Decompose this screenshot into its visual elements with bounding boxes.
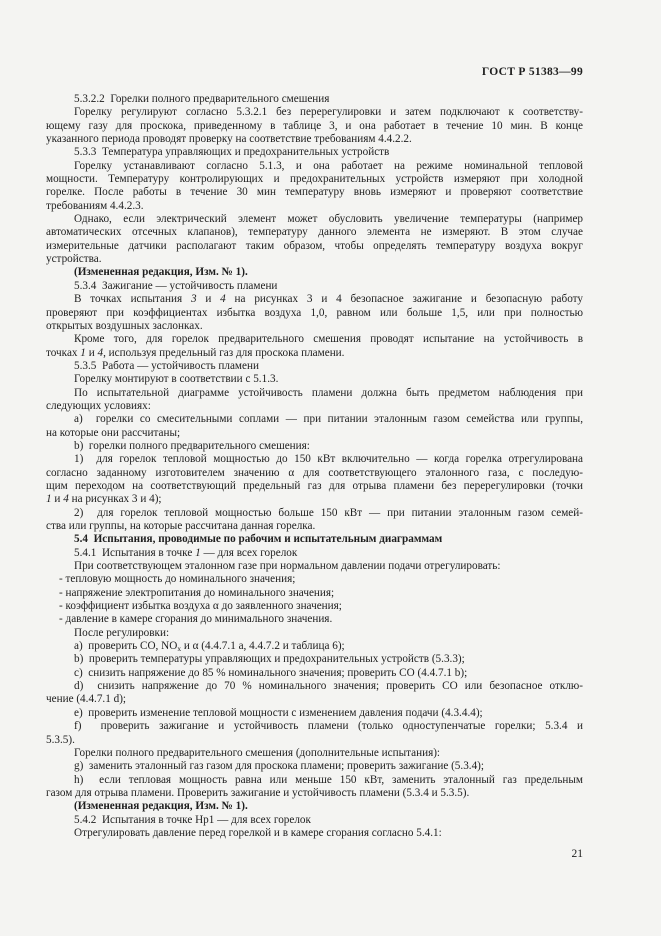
text-line: Однако, если электрический элемент может обусловить увеличение температуры (например xyxy=(74,213,583,226)
text-line: 5.4.2 Испытания в точке Hp1 — для всех горелок xyxy=(74,813,311,826)
text-line: 1) для горелок тепловой мощностью до 150 кВт включительно — когда горелка отрегулирована xyxy=(74,453,583,466)
text-line: ющему газу для проскока, приведенному в таблице 3, и она работает в течение 10 мин. В конце xyxy=(46,119,583,132)
text-line: - коэффициент избытка воздуха α до заявленного значения; xyxy=(59,600,342,613)
text-line: автоматических отсечных клапанов), температуру данного элемента не измеряют. В этом случае xyxy=(46,226,583,239)
text-line: f) проверить зажигание и устойчивость пламени (только одноступенчатые горелки; 5.3.4 и xyxy=(74,720,583,733)
text-line: 5.3.5 Работа — устойчивость пламени xyxy=(74,359,259,372)
text-line: По испытательной диаграмме устойчивость пламени должна быть предметом наблюдения при xyxy=(74,386,583,399)
text-line: - напряжение электропитания до номинального значения; xyxy=(59,586,335,599)
text-line: точках 1 и 4, используя предельный газ для проскока пламени. xyxy=(46,346,345,359)
text-line: c) снизить напряжение до 85 % номинального значения; проверить CO (4.4.7.1 b); xyxy=(74,666,468,679)
text-line: 2) для горелок тепловой мощностью больше 150 кВт — при питании эталонным газом семей- xyxy=(74,506,583,519)
text-line: мощности. Температуру контролирующих и предохранительных устройств измеряют при холодной xyxy=(46,173,583,186)
text-line: на которые они рассчитаны; xyxy=(46,426,181,439)
text-line: следующих условиях: xyxy=(46,399,151,412)
text-line: а) горелки со смесительными соплами — при питании эталонным газом семейства или группы, xyxy=(74,413,583,426)
text-line: b) горелки полного предварительного смешения: xyxy=(74,439,310,452)
bold-text-line: 5.4 Испытания, проводимые по рабочим и испытательным диаграммам xyxy=(74,533,443,546)
text-line: d) снизить напряжение до 70 % номинального значения; проверить CO или безопасное отклю- xyxy=(74,680,583,693)
text-line: щим переходом на соответствующий предельный газ для отрыва пламени без перерегулировки (точки xyxy=(46,479,583,492)
text-line: проверяют при коэффициентах избытка воздуха 1,0, равном или больше 1,5, или при полностью xyxy=(46,306,583,319)
document-body xyxy=(46,93,583,840)
text-line: устройства. xyxy=(46,253,102,266)
page-number: 21 xyxy=(571,848,583,860)
text-line: a) проверить CO, NOx и α (4.4.7.1 a, 4.4.7.2 и таблица 6); xyxy=(74,640,345,654)
text-line: Горелку монтируют в соответствии с 5.1.3. xyxy=(74,373,279,386)
text-line: В точках испытания 3 и 4 на рисунках 3 и 4 безопасное зажигание и безопасную работу xyxy=(74,293,583,306)
text-line: 5.3.4 Зажигание — устойчивость пламени xyxy=(74,279,278,292)
text-line: Кроме того, для горелок предварительного смешения проводят испытание на устойчивость в xyxy=(74,333,583,346)
text-line: газом для отрыва пламени. Проверить зажигание и устойчивость пламени (5.3.4 и 5.3.5). xyxy=(46,786,470,799)
bold-text-line: (Измененная редакция, Изм. № 1). xyxy=(74,800,248,813)
text-line: измерительные датчики располагают таким образом, чтобы определять температуру воздуха вокруг xyxy=(46,239,583,252)
text-line: согласно заданному изготовителем значению α для соответствующего эталонного газа, с последую- xyxy=(46,466,583,479)
text-line: Отрегулировать давление перед горелкой и в камере сгорания согласно 5.4.1: xyxy=(74,826,442,839)
text-line: Горелки полного предварительного смешения (дополнительные испытания): xyxy=(74,746,441,759)
text-line: h) если тепловая мощность равна или меньше 150 кВт, заменить эталонный газ предельным xyxy=(74,773,583,786)
text-line: 5.4.1 Испытания в точке 1 — для всех горелок xyxy=(74,546,298,559)
text-line: При соответствующем эталонном газе при нормальном давлении подачи отрегулировать: xyxy=(74,560,501,573)
text-line: Горелку устанавливают согласно 5.1.3, и она работает на режиме номинальной тепловой xyxy=(74,159,583,172)
text-line: 5.3.3 Температура управляющих и предохранительных устройств xyxy=(74,146,390,159)
text-line: g) заменить эталонный газ газом для проскока пламени; проверить зажигание (5.3.4); xyxy=(74,760,485,773)
text-line: Горелку регулируют согласно 5.3.2.1 без перерегулировки и затем подключают к соответству- xyxy=(74,106,583,119)
document-header-standard-number: ГОСТ Р 51383—99 xyxy=(481,66,583,78)
text-line: - тепловую мощность до номинального значения; xyxy=(59,573,296,586)
text-line: 5.3.2.2 Горелки полного предварительного смешения xyxy=(74,93,330,105)
text-line: горелке. После работы в течение 30 мин температуру вновь измеряют и проверяют соответствие xyxy=(46,186,583,199)
text-line: e) проверить изменение тепловой мощности с изменением давления подачи (4.3.4.4); xyxy=(74,706,483,719)
text-line: 1 и 4 на рисунках 3 и 4); xyxy=(46,493,162,506)
text-line: 5.3.5). xyxy=(46,733,75,746)
text-line: чение (4.4.7.1 d); xyxy=(46,693,127,706)
text-line: открытых воздушных заслонках. xyxy=(46,319,203,332)
text-line: b) проверить температуры управляющих и предохранительных устройств (5.3.3); xyxy=(74,653,465,666)
text-line: После регулировки: xyxy=(74,626,170,639)
bold-text-line: (Измененная редакция, Изм. № 1). xyxy=(74,266,248,279)
text-line: ства или группы, на которые рассчитана данная горелка. xyxy=(46,520,316,532)
text-line: указанного периода проводят проверку на соответствие требованиям 4.4.2.2. xyxy=(46,133,412,146)
text-line: требованиям 4.4.2.3. xyxy=(46,199,144,212)
text-line: - давление в камере сгорания до минимального значения. xyxy=(59,613,333,626)
